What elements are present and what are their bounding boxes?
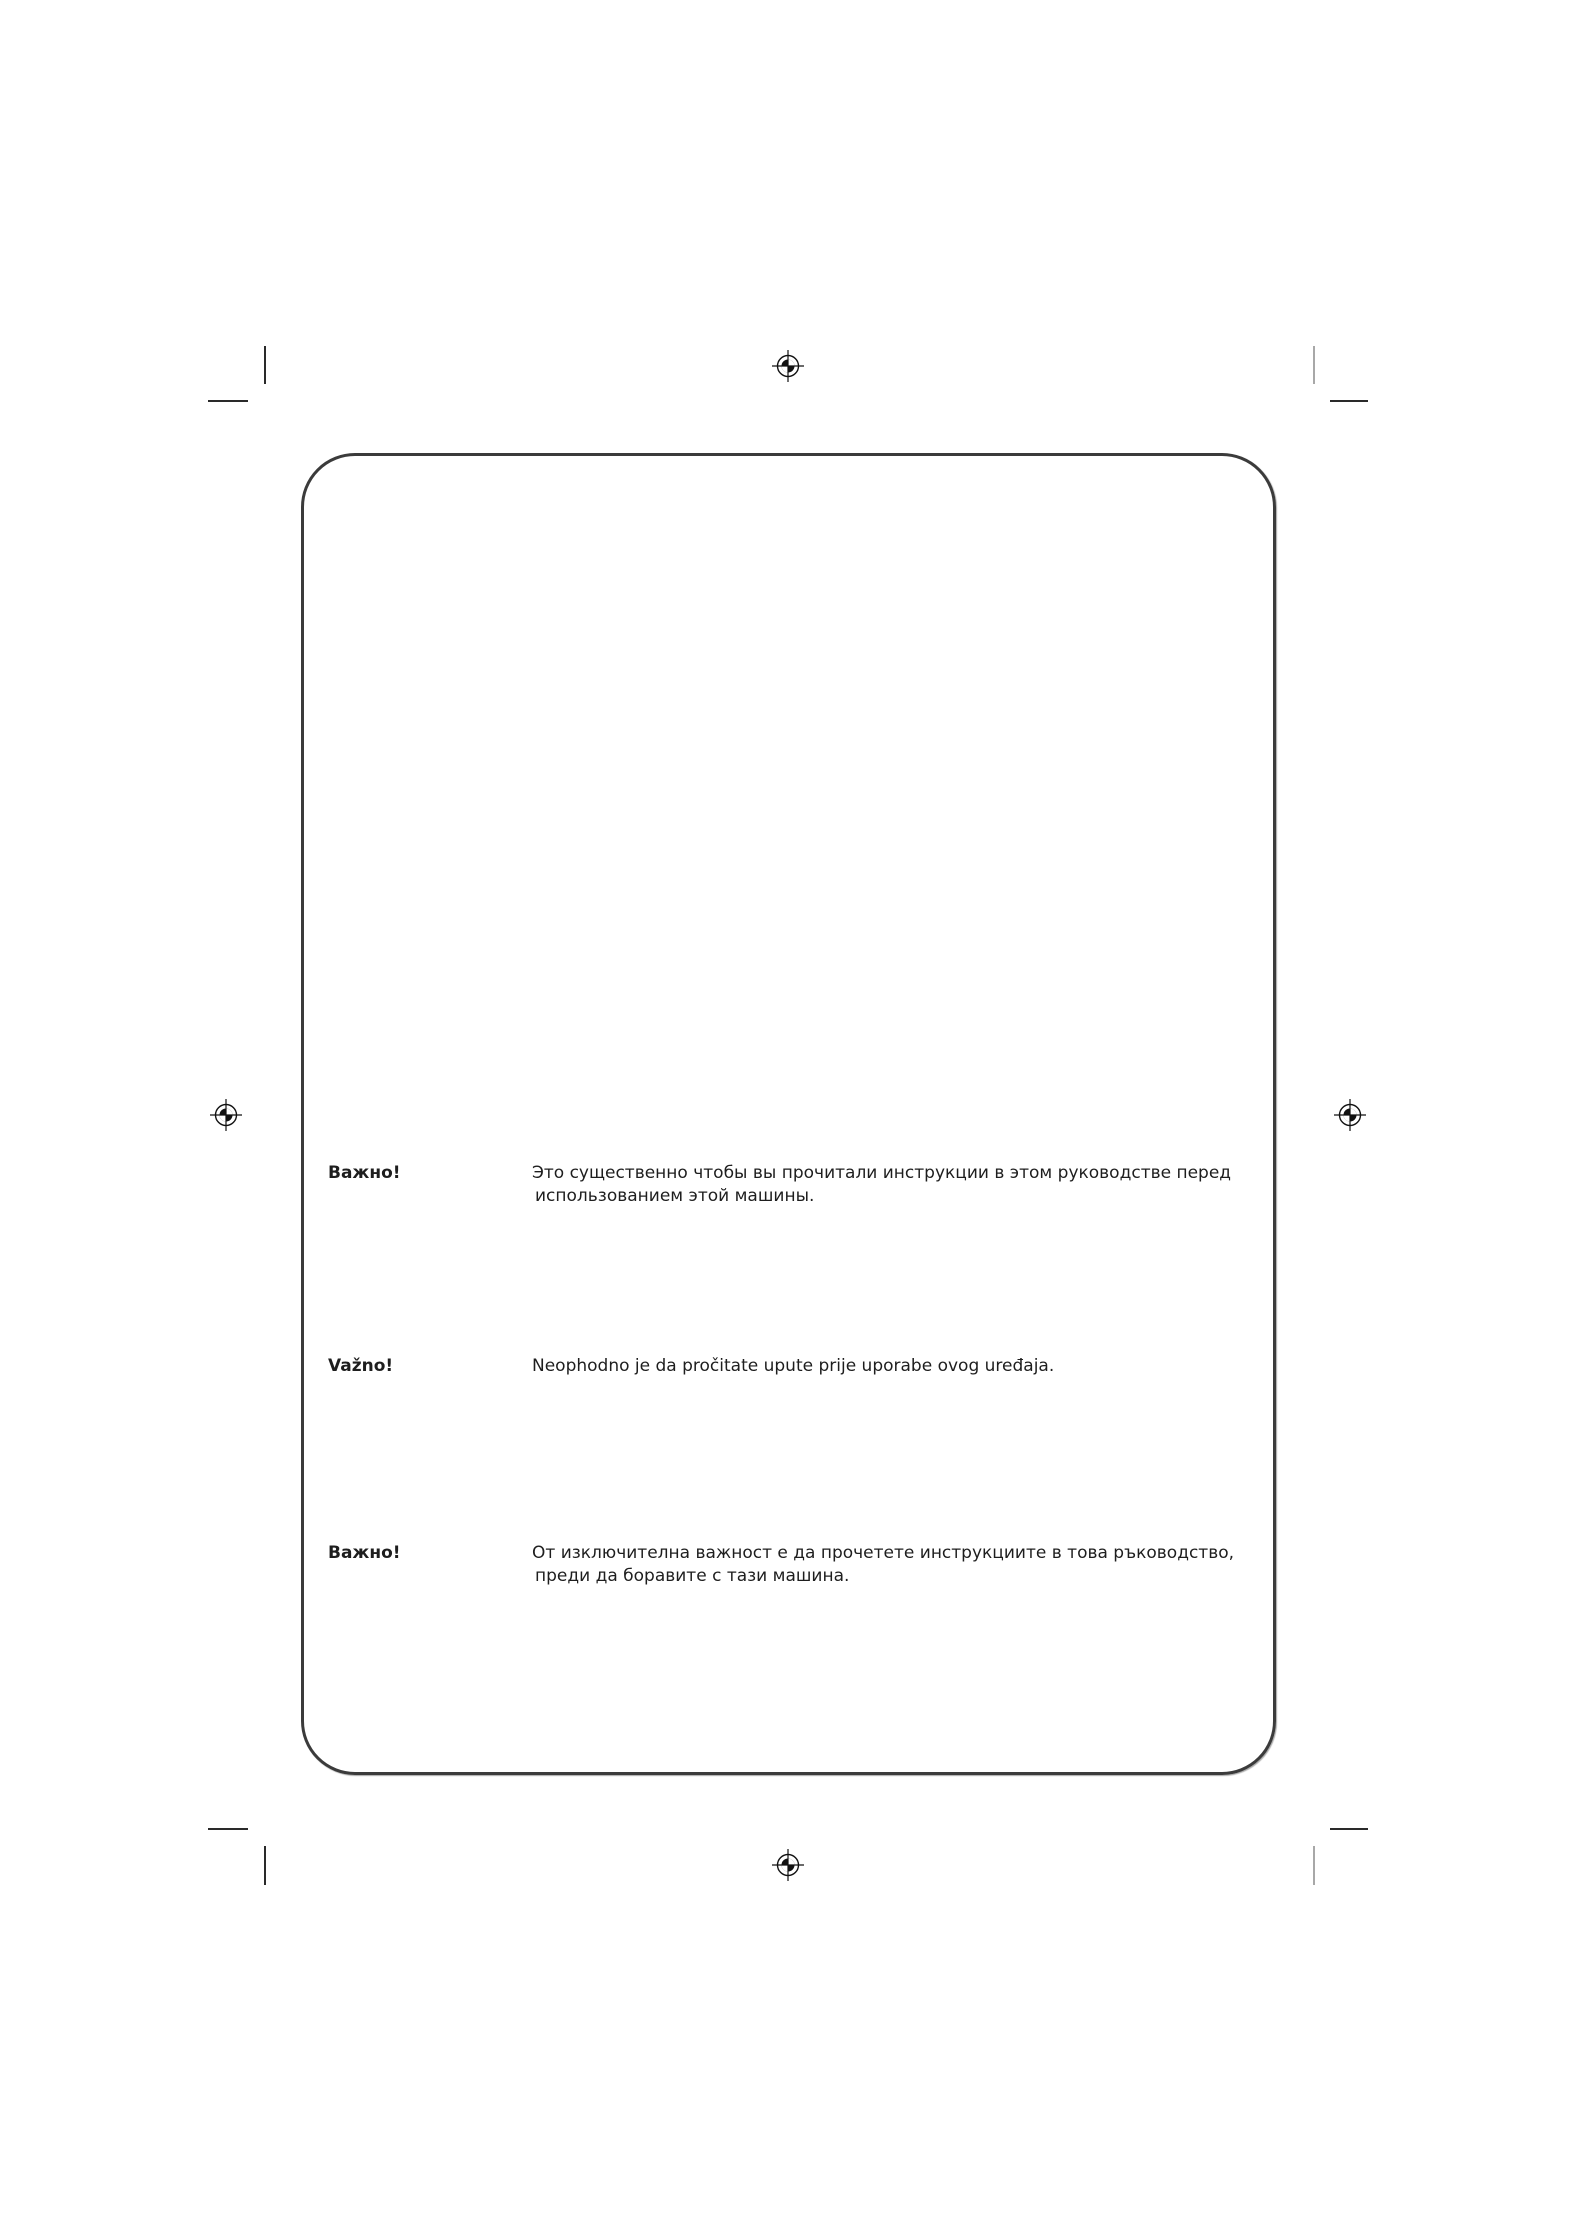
notice-label: Важно! xyxy=(328,1543,401,1563)
registration-target-icon xyxy=(771,349,805,383)
notice-line: Это существенно чтобы вы прочитали инструкции в этом руководстве перед xyxy=(532,1163,1232,1183)
registration-target-icon xyxy=(771,1848,805,1882)
crop-mark-bottom-right-horizontal xyxy=(1330,1828,1368,1830)
notice-bulgarian xyxy=(328,1542,1234,1588)
notice-russian xyxy=(328,1162,1231,1208)
notice-line: преди да боравите с тази машина. xyxy=(535,1566,850,1586)
notice-line: использованием этой машины. xyxy=(535,1186,815,1206)
registration-target-icon xyxy=(1333,1098,1367,1132)
registration-target-icon xyxy=(209,1098,243,1132)
notice-line: Neophodno je da pročitate upute prije uporabe ovog uređaja. xyxy=(532,1356,1055,1376)
crop-mark-top-right-horizontal xyxy=(1330,400,1368,402)
crop-mark-top-left-vertical xyxy=(264,346,266,384)
notice-label: Važno! xyxy=(328,1356,394,1376)
notice-croatian xyxy=(328,1355,1054,1378)
notice-line: От изключителна важност е да прочетете инструкциите в това ръководство, xyxy=(532,1543,1235,1563)
crop-mark-bottom-right-vertical xyxy=(1313,1846,1315,1885)
notice-text xyxy=(532,1355,1054,1378)
notice-label: Важно! xyxy=(328,1163,401,1183)
notice-text xyxy=(532,1542,1234,1588)
notice-text xyxy=(532,1162,1231,1208)
crop-mark-top-left-horizontal xyxy=(208,400,248,402)
crop-mark-top-right-vertical xyxy=(1313,346,1315,384)
crop-mark-bottom-left-vertical xyxy=(264,1846,266,1885)
crop-mark-bottom-left-horizontal xyxy=(208,1828,248,1830)
